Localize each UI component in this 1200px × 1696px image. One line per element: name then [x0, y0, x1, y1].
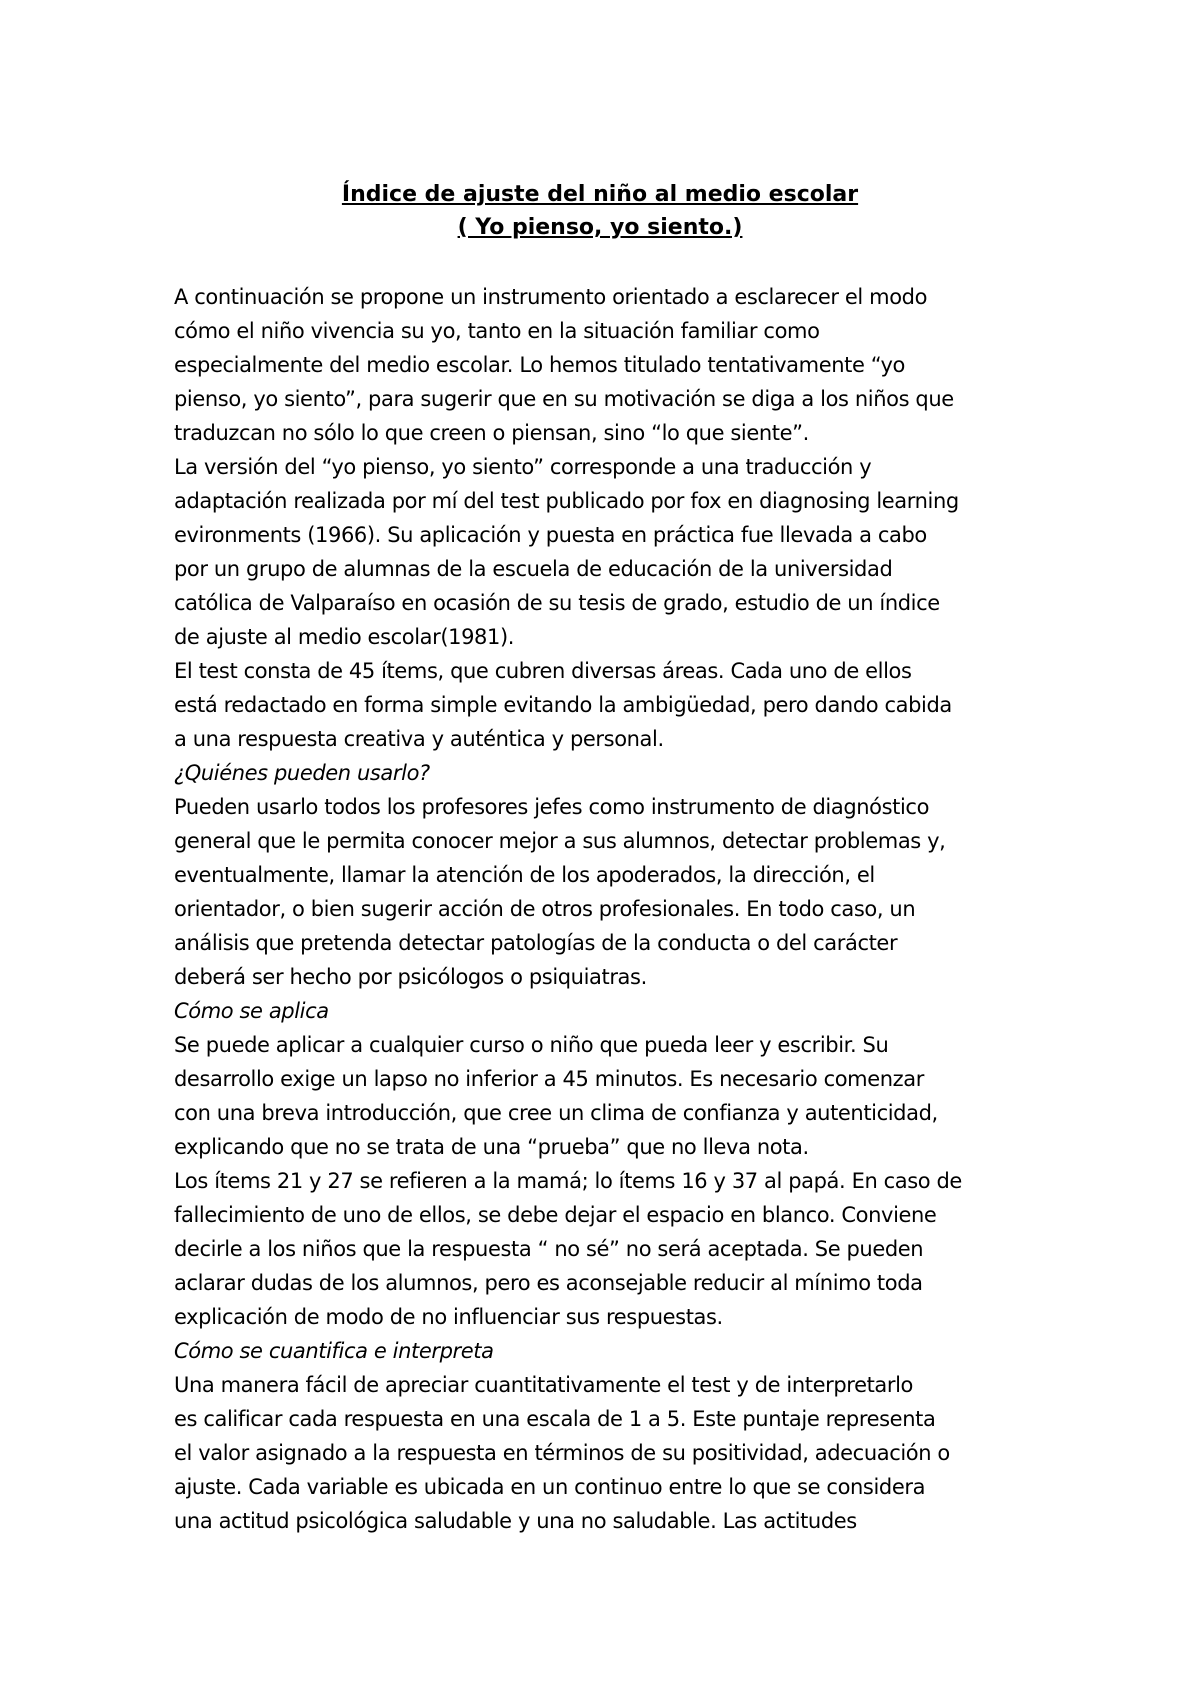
text-line: por un grupo de alumnas de la escuela de educación de la universidad: [174, 557, 893, 581]
text-line: católica de Valparaíso en ocasión de su tesis de grado, estudio de un índice: [174, 591, 940, 615]
text-line: traduzcan no sólo lo que creen o piensan, sino “lo que siente”.: [174, 421, 809, 445]
text-line: adaptación realizada por mí del test publicado por fox en diagnosing learning: [174, 489, 959, 513]
document-title: [0, 178, 1200, 244]
text-line: explicación de modo de no influenciar sus respuestas.: [174, 1305, 723, 1329]
text-line: A continuación se propone un instrumento orientado a esclarecer el modo: [174, 285, 928, 309]
text-line: La versión del “yo pienso, yo siento” corresponde a una traducción y: [174, 455, 872, 479]
text-line: aclarar dudas de los alumnos, pero es aconsejable reducir al mínimo toda: [174, 1271, 923, 1295]
text-line: Una manera fácil de apreciar cuantitativamente el test y de interpretarlo: [174, 1373, 914, 1397]
text-line: explicando que no se trata de una “prueba” que no lleva nota.: [174, 1135, 809, 1159]
document-body: [174, 280, 1054, 1538]
text-line: orientador, o bien sugerir acción de otros profesionales. En todo caso, un: [174, 897, 916, 921]
text-line: ajuste. Cada variable es ubicada en un continuo entre lo que se considera: [174, 1475, 926, 1499]
text-line: pienso, yo siento”, para sugerir que en su motivación se diga a los niños que: [174, 387, 954, 411]
text-line: desarrollo exige un lapso no inferior a 45 minutos. Es necesario comenzar: [174, 1067, 924, 1091]
text-line: cómo el niño vivencia su yo, tanto en la situación familiar como: [174, 319, 820, 343]
section-heading: Cómo se cuantifica e interpreta: [174, 1339, 494, 1363]
text-line: está redactado en forma simple evitando la ambigüedad, pero dando cabida: [174, 693, 952, 717]
text-line: fallecimiento de uno de ellos, se debe dejar el espacio en blanco. Conviene: [174, 1203, 937, 1227]
section-heading: Cómo se aplica: [174, 999, 329, 1023]
text-line: a una respuesta creativa y auténtica y personal.: [174, 727, 664, 751]
text-line: Se puede aplicar a cualquier curso o niño que pueda leer y escribir. Su: [174, 1033, 889, 1057]
text-line: especialmente del medio escolar. Lo hemos titulado tentativamente “yo: [174, 353, 905, 377]
title-line-2: ( Yo pienso, yo siento.): [457, 215, 743, 240]
text-line: de ajuste al medio escolar(1981).: [174, 625, 515, 649]
text-line: Los ítems 21 y 27 se refieren a la mamá; lo ítems 16 y 37 al papá. En caso de: [174, 1169, 962, 1193]
text-line: decirle a los niños que la respuesta “ no sé” no será aceptada. Se pueden: [174, 1237, 924, 1261]
text-line: general que le permita conocer mejor a sus alumnos, detectar problemas y,: [174, 829, 946, 853]
text-line: es calificar cada respuesta en una escala de 1 a 5. Este puntaje representa: [174, 1407, 936, 1431]
text-line: Pueden usarlo todos los profesores jefes como instrumento de diagnóstico: [174, 795, 930, 819]
text-line: con una breva introducción, que cree un clima de confianza y autenticidad,: [174, 1101, 938, 1125]
text-line: El test consta de 45 ítems, que cubren diversas áreas. Cada uno de ellos: [174, 659, 912, 683]
section-heading: ¿Quiénes pueden usarlo?: [174, 761, 430, 785]
text-line: el valor asignado a la respuesta en términos de su positividad, adecuación o: [174, 1441, 950, 1465]
text-line: eventualmente, llamar la atención de los apoderados, la dirección, el: [174, 863, 875, 887]
title-line-1: Índice de ajuste del niño al medio escolar: [341, 182, 859, 207]
text-line: una actitud psicológica saludable y una no saludable. Las actitudes: [174, 1509, 857, 1533]
text-line: deberá ser hecho por psicólogos o psiquiatras.: [174, 965, 647, 989]
text-line: evironments (1966). Su aplicación y puesta en práctica fue llevada a cabo: [174, 523, 927, 547]
text-line: análisis que pretenda detectar patologías de la conducta o del carácter: [174, 931, 898, 955]
